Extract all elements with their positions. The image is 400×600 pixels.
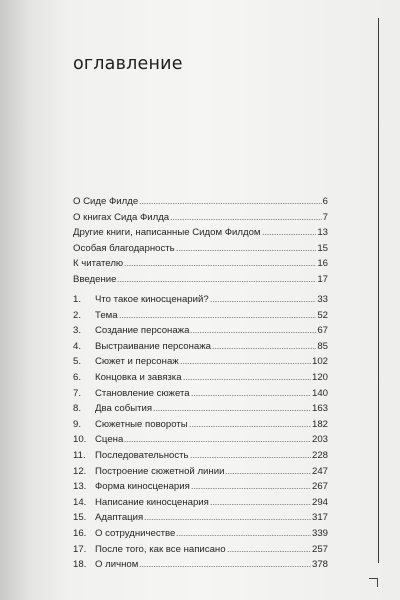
- chapter-title: Становление сюжета: [95, 387, 190, 399]
- chapter-title: После того, как все написано: [95, 543, 226, 555]
- toc-entry: [73, 212, 328, 228]
- chapter-entry: [73, 512, 328, 528]
- dot-leader: [183, 372, 311, 380]
- chapter-entry: [73, 419, 328, 435]
- entry-page: 16: [317, 258, 328, 270]
- chapter-title: Форма киносценария: [95, 481, 190, 493]
- chapter-page: 67: [317, 325, 328, 337]
- dot-leader: [139, 559, 311, 567]
- dot-leader: [180, 356, 311, 364]
- chapter-entry: [73, 466, 328, 482]
- chapter-entry: [73, 559, 328, 575]
- chapter-title: Последовательность: [95, 449, 189, 461]
- chapter-list: [73, 294, 328, 575]
- chapter-number: 9.: [73, 418, 82, 430]
- dot-leader: [117, 274, 316, 282]
- chapter-number: 11.: [73, 449, 86, 461]
- chapter-number: 14.: [73, 496, 87, 508]
- dot-leader: [227, 544, 311, 552]
- chapter-page: 182: [311, 418, 328, 430]
- dot-leader: [139, 196, 321, 204]
- entry-label: К читателю: [73, 258, 124, 270]
- dot-leader: [210, 294, 317, 302]
- chapter-entry: [73, 481, 328, 497]
- dot-leader: [124, 434, 311, 442]
- dot-leader: [190, 325, 316, 333]
- chapter-page: 140: [311, 387, 328, 399]
- chapter-number: 15.: [73, 512, 87, 524]
- chapter-title: Сюжетные повороты: [95, 418, 188, 430]
- chapter-number: 6.: [73, 371, 82, 383]
- chapter-page: 247: [311, 465, 328, 477]
- chapter-number: 4.: [73, 340, 82, 352]
- entry-label: О Сиде Филде: [73, 196, 139, 207]
- dot-leader: [189, 419, 311, 427]
- chapter-title: Создание персонажа: [95, 325, 190, 337]
- chapter-page: 317: [311, 512, 328, 524]
- chapter-page: 203: [311, 434, 328, 446]
- entry-page: 6: [322, 196, 328, 207]
- dot-leader: [191, 481, 311, 489]
- toc-entry: [73, 274, 328, 290]
- chapter-title: Тема: [95, 309, 118, 321]
- chapter-number: 16.: [73, 527, 87, 539]
- entry-label: Другие книги, написанные Сидом Филдом: [73, 227, 261, 239]
- dot-leader: [153, 403, 311, 411]
- chapter-title: О сотрудничестве: [95, 527, 176, 539]
- dot-leader: [210, 497, 311, 505]
- chapter-number: 1.: [73, 294, 82, 305]
- chapter-page: 228: [311, 449, 328, 461]
- chapter-number: 7.: [73, 387, 82, 399]
- dot-leader: [144, 512, 311, 520]
- chapter-page: 85: [317, 340, 328, 352]
- front-matter-list: [73, 196, 328, 290]
- dot-leader: [124, 258, 316, 266]
- chapter-page: 33: [317, 294, 328, 305]
- page-title: оглавление: [73, 54, 183, 74]
- chapter-number: 5.: [73, 356, 82, 368]
- entry-page: 13: [317, 227, 328, 239]
- chapter-entry: [73, 310, 328, 326]
- chapter-entry: [73, 356, 328, 372]
- chapter-title: Что такое киносценарий?: [95, 294, 209, 305]
- chapter-title: О личном: [95, 559, 139, 571]
- chapter-number: 17.: [73, 543, 87, 555]
- chapter-page: 120: [311, 371, 328, 383]
- entry-page: 7: [322, 211, 328, 223]
- chapter-title: Выстраивание персонажа: [95, 340, 211, 352]
- margin-rule: [378, 18, 379, 563]
- chapter-number: 12.: [73, 465, 87, 477]
- chapter-page: 378: [311, 559, 328, 571]
- dot-leader: [212, 341, 316, 349]
- dot-leader: [191, 388, 311, 396]
- entry-label: Введение: [73, 273, 117, 285]
- chapter-page: 52: [317, 309, 328, 321]
- dot-leader: [176, 243, 317, 251]
- chapter-entry: [73, 403, 328, 419]
- chapter-number: 18.: [73, 559, 87, 571]
- chapter-number: 8.: [73, 403, 82, 415]
- chapter-entry: [73, 341, 328, 357]
- chapter-entry: [73, 528, 328, 544]
- entry-page: 17: [317, 273, 328, 285]
- dot-leader: [170, 212, 322, 220]
- chapter-title: Написание киносценария: [95, 496, 209, 508]
- chapter-page: 294: [311, 496, 328, 508]
- chapter-entry: [73, 325, 328, 341]
- chapter-number: 13.: [73, 481, 87, 493]
- entry-label: Особая благодарность: [73, 242, 175, 254]
- chapter-entry: [73, 434, 328, 450]
- entry-page: 15: [317, 242, 328, 254]
- chapter-entry: [73, 388, 328, 404]
- dot-leader: [176, 528, 311, 536]
- chapter-page: 339: [311, 527, 328, 539]
- dot-leader: [262, 227, 317, 235]
- chapter-page: 163: [311, 403, 328, 415]
- chapter-entry: [73, 497, 328, 513]
- chapter-title: Построение сюжетной линии: [95, 465, 225, 477]
- chapter-page: 267: [311, 481, 328, 493]
- toc-entry: [73, 227, 328, 243]
- chapter-page: 102: [311, 356, 328, 368]
- chapter-title: Сцена: [95, 434, 124, 446]
- chapter-number: 2.: [73, 309, 82, 321]
- chapter-entry: [73, 450, 328, 466]
- chapter-entry: [73, 294, 328, 310]
- chapter-title: Два события: [95, 403, 153, 415]
- chapter-title: Сюжет и персонаж: [95, 356, 179, 368]
- toc-entry: [73, 196, 328, 212]
- dot-leader: [190, 450, 311, 458]
- toc-entry: [73, 243, 328, 259]
- chapter-page: 257: [311, 543, 328, 555]
- toc-entry: [73, 258, 328, 274]
- chapter-entry: [73, 544, 328, 560]
- dot-leader: [225, 466, 311, 474]
- corner-mark: [369, 578, 378, 587]
- chapter-entry: [73, 372, 328, 388]
- chapter-number: 3.: [73, 325, 82, 337]
- entry-label: О книгах Сида Филда: [73, 211, 170, 223]
- dot-leader: [119, 310, 317, 318]
- chapter-number: 10.: [73, 434, 87, 446]
- chapter-title: Концовка и завязка: [95, 371, 182, 383]
- chapter-title: Адаптация: [95, 512, 144, 524]
